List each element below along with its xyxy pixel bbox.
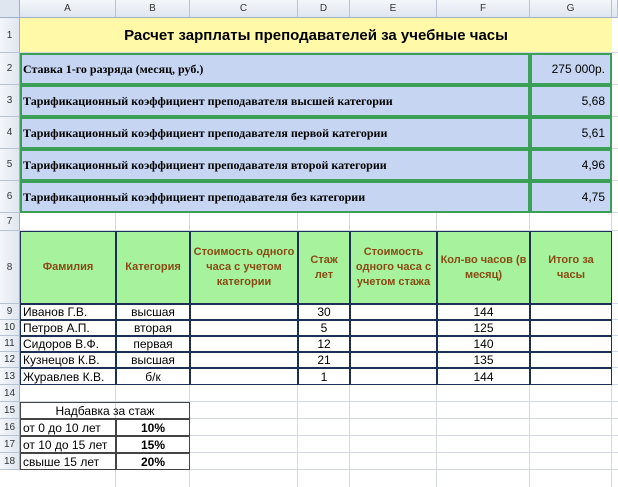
table-cell-exp[interactable]: 5 [298,320,350,336]
bonus-percent[interactable]: 10% [116,419,190,436]
table-cell-cost-exp[interactable] [350,320,437,336]
header-category[interactable]: Категория [116,231,190,304]
param-label[interactable]: Тарификационный коэффициент преподавателя без категории [20,181,530,213]
row-header[interactable]: 3 [0,85,20,117]
header-cost-category[interactable]: Стоимость одного часа с учетом категории [190,231,298,304]
table-cell-total[interactable] [530,336,612,352]
row-header[interactable]: 17 [0,436,20,453]
table-cell-cost-exp[interactable] [350,304,437,320]
bonus-title[interactable]: Надбавка за стаж [20,402,190,419]
column-header[interactable]: B [116,0,190,18]
table-cell-name[interactable]: Журавлев К.В. [20,368,116,385]
bonus-range-label[interactable]: от 0 до 10 лет [20,419,116,436]
table-cell-total[interactable] [530,352,612,368]
table-cell-cost-cat[interactable] [190,320,298,336]
row-header[interactable]: 15 [0,402,20,419]
table-cell-name[interactable]: Кузнецов К.В. [20,352,116,368]
column-header[interactable]: G [530,0,612,18]
table-cell-name[interactable]: Иванов Г.В. [20,304,116,320]
table-cell-cost-cat[interactable] [190,368,298,385]
header-total[interactable]: Итого за часы [530,231,612,304]
row-header[interactable]: 16 [0,419,20,436]
table-cell-hours[interactable]: 140 [437,336,530,352]
row-header[interactable]: 18 [0,453,20,470]
table-cell-category[interactable]: б/к [116,368,190,385]
row-header[interactable]: 6 [0,181,20,213]
row-header[interactable]: 1 [0,18,20,53]
table-cell-cost-cat[interactable] [190,352,298,368]
row-header[interactable]: 10 [0,320,20,336]
table-cell-name[interactable]: Петров А.П. [20,320,116,336]
bonus-percent[interactable]: 15% [116,436,190,453]
bonus-range-label[interactable]: от 10 до 15 лет [20,436,116,453]
header-hours[interactable]: Кол-во часов (в месяц) [437,231,530,304]
row-header[interactable]: 11 [0,336,20,352]
table-cell-total[interactable] [530,368,612,385]
bonus-percent[interactable]: 20% [116,453,190,470]
column-header[interactable]: E [350,0,437,18]
header-experience[interactable]: Стаж лет [298,231,350,304]
param-label[interactable]: Тарификационный коэффициент преподавателя высшей категории [20,85,530,117]
table-cell-category[interactable]: вторая [116,320,190,336]
param-label[interactable]: Ставка 1-го разряда (месяц, руб.) [20,53,530,85]
row-header[interactable]: 14 [0,385,20,402]
row-header[interactable]: 13 [0,368,20,385]
table-cell-cost-exp[interactable] [350,336,437,352]
bonus-range-label[interactable]: свыше 15 лет [20,453,116,470]
table-cell-cost-cat[interactable] [190,304,298,320]
row-header[interactable]: 9 [0,304,20,320]
param-value[interactable]: 275 000р. [530,53,612,85]
table-cell-category[interactable]: высшая [116,304,190,320]
column-header[interactable]: D [298,0,350,18]
table-cell-exp[interactable]: 12 [298,336,350,352]
table-cell-category[interactable]: высшая [116,352,190,368]
table-cell-hours[interactable]: 135 [437,352,530,368]
row-header[interactable]: 4 [0,117,20,149]
table-cell-total[interactable] [530,304,612,320]
table-cell-exp[interactable]: 30 [298,304,350,320]
param-label[interactable]: Тарификационный коэффициент преподавателя первой категории [20,117,530,149]
table-cell-name[interactable]: Сидоров В.Ф. [20,336,116,352]
table-cell-hours[interactable]: 144 [437,368,530,385]
column-header[interactable]: F [437,0,530,18]
table-cell-exp[interactable]: 1 [298,368,350,385]
table-cell-total[interactable] [530,320,612,336]
row-header[interactable]: 8 [0,231,20,304]
table-cell-hours[interactable]: 125 [437,320,530,336]
table-cell-cost-exp[interactable] [350,368,437,385]
table-cell-hours[interactable]: 144 [437,304,530,320]
row-header[interactable]: 5 [0,149,20,181]
column-header-overflow[interactable] [612,0,618,18]
row-header[interactable]: 12 [0,352,20,368]
param-value[interactable]: 5,61 [530,117,612,149]
param-value[interactable]: 4,96 [530,149,612,181]
select-all-corner[interactable] [0,0,20,18]
row-header[interactable]: 7 [0,213,20,231]
row-header[interactable]: 2 [0,53,20,85]
param-value[interactable]: 5,68 [530,85,612,117]
header-cost-experience[interactable]: Стоимость одного часа с учетом стажа [350,231,437,304]
param-value[interactable]: 4,75 [530,181,612,213]
table-cell-exp[interactable]: 21 [298,352,350,368]
param-label[interactable]: Тарификационный коэффициент преподавателя второй категории [20,149,530,181]
header-surname[interactable]: Фамилия [20,231,116,304]
table-cell-cost-cat[interactable] [190,336,298,352]
table-cell-category[interactable]: первая [116,336,190,352]
table-cell-cost-exp[interactable] [350,352,437,368]
sheet-title[interactable]: Расчет зарплаты преподавателей за учебные часы [20,18,612,52]
column-header[interactable]: C [190,0,298,18]
column-header[interactable]: A [20,0,116,18]
